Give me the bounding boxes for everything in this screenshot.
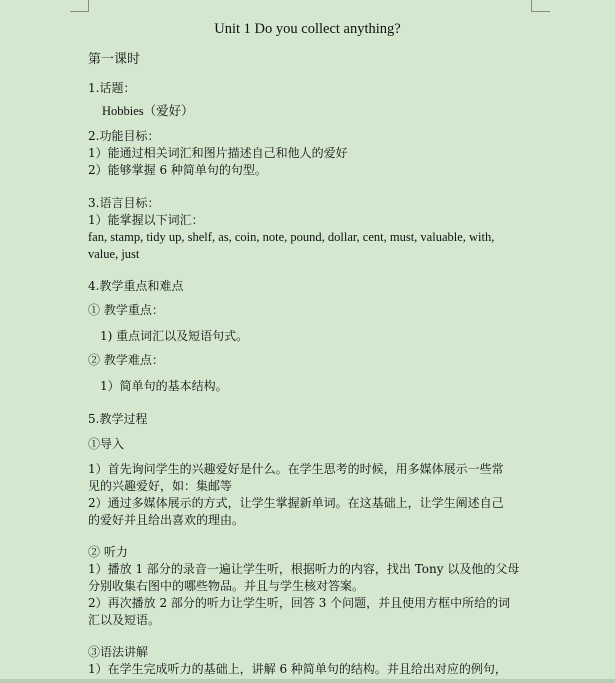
status-strip [0, 679, 615, 683]
section-2-item-2: 2）能够掌握 6 种简单句的句型。 [88, 163, 267, 177]
key-points-heading: ① 教学重点： [88, 303, 164, 317]
section-1-heading: 1.话题： [88, 81, 136, 95]
crop-mark-top-right [531, 0, 550, 12]
intro-paragraph-2-line-2: 的爱好并且给出喜欢的理由。 [88, 513, 245, 527]
listening-paragraph-2-line-2: 汇以及短语。 [88, 613, 161, 627]
section-2-heading: 2.功能目标： [88, 129, 160, 143]
intro-paragraph-2-line-1: 2）通过多媒体展示的方式，让学生掌握新单词。在这基础上，让学生阐述自己 [88, 496, 504, 510]
difficulties-item: 1）简单句的基本结构。 [100, 379, 228, 393]
vocabulary-line-1: fan, stamp, tidy up, shelf, as, coin, note, pound, dollar, cent, must, valuable, with, [88, 230, 495, 244]
page-title: Unit 1 Do you collect anything? [214, 21, 401, 37]
section-3-item-1: 1）能掌握以下词汇： [88, 213, 204, 227]
difficulties-heading: ② 教学难点： [88, 353, 164, 367]
listening-paragraph-2-line-1: 2）再次播放 2 部分的听力让学生听，回答 3 个问题，并且使用方框中所给的词 [88, 596, 511, 610]
section-5-heading: 5.教学过程 [88, 412, 148, 426]
intro-paragraph-1-line-1: 1）首先询问学生的兴趣爱好是什么。在学生思考的时候，用多媒体展示一些常 [88, 462, 504, 476]
intro-heading: ①导入 [88, 437, 125, 451]
section-2-item-1: 1）能通过相关词汇和图片描述自己和他人的爱好 [88, 146, 348, 160]
key-points-item: 1) 重点词汇以及短语句式。 [100, 329, 249, 343]
listening-heading: ② 听力 [88, 545, 128, 559]
intro-paragraph-1-line-2: 见的兴趣爱好，如：集邮等 [88, 479, 233, 493]
listening-paragraph-1-line-2: 分别收集右图中的哪些物品。并且与学生核对答案。 [88, 579, 365, 593]
section-1-topic: Hobbies（爱好） [102, 104, 194, 118]
section-4-heading: 4.教学重点和难点 [88, 279, 184, 293]
listening-paragraph-1-line-1: 1）播放 1 部分的录音一遍让学生听，根据听力的内容，找出 Tony 以及他的父母 [88, 562, 520, 576]
grammar-paragraph-1-line-1: 1）在学生完成听力的基础上，讲解 6 种简单句的结构。并且给出对应的例句， [88, 662, 507, 676]
grammar-heading: ③语法讲解 [88, 645, 149, 659]
section-3-heading: 3.语言目标： [88, 196, 160, 210]
vocabulary-line-2: value, just [88, 247, 140, 261]
crop-mark-top-left [70, 0, 89, 12]
lesson-heading: 第一课时 [88, 52, 141, 67]
